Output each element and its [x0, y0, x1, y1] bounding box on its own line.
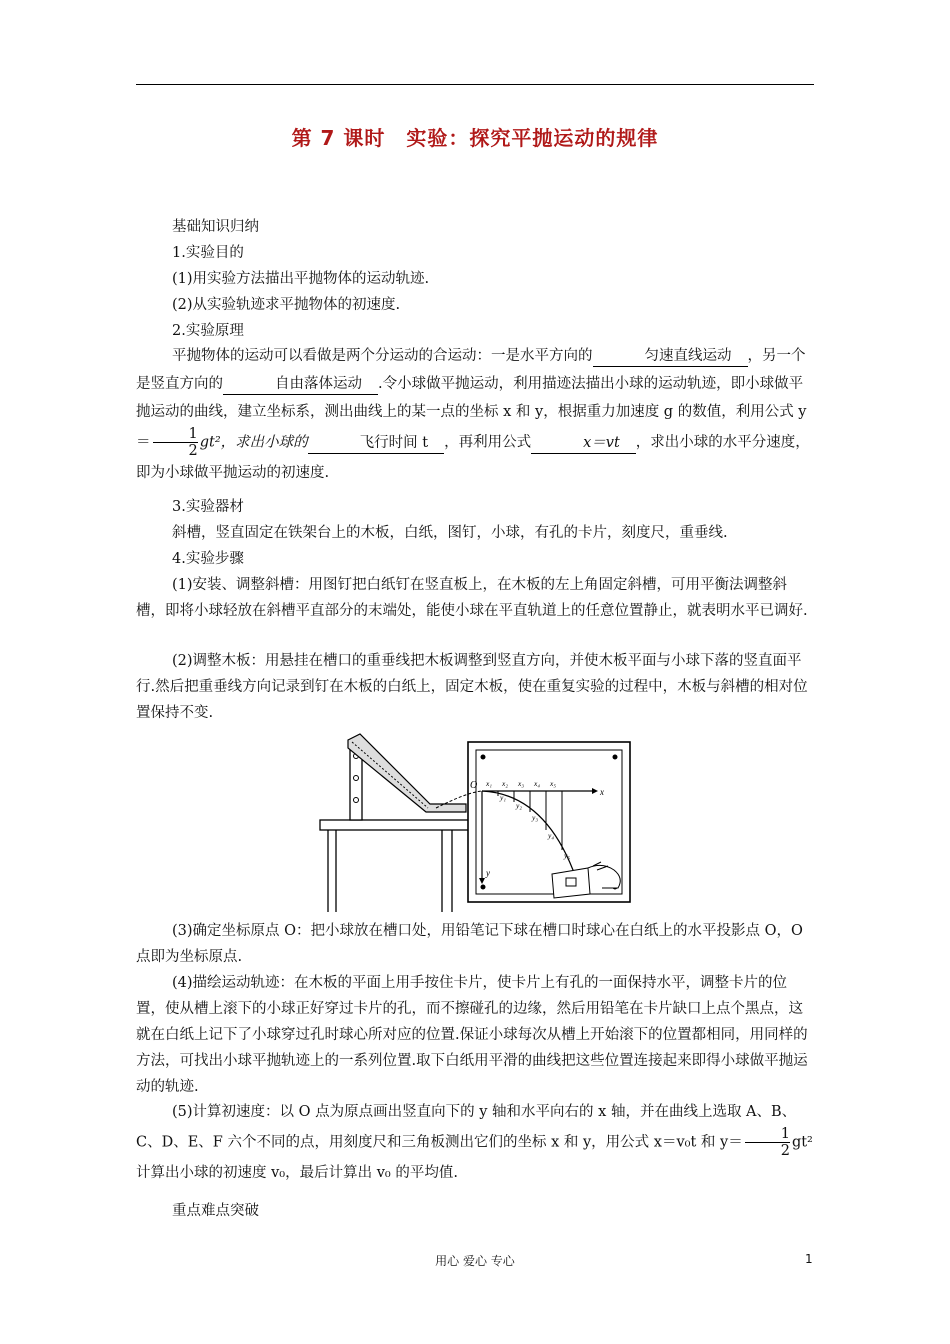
section-4-step-5: (5)计算初速度：以 O 点为原点画出竖直向下的 y 轴和水平向右的 x 轴，并在曲线上选取 A、B、C、D、E、F 六个不同的点，用刻度尺和三角板测出它们的坐标 x 和 y，用公式 x＝v₀t 和 y＝ $\frac{1}{2}$ gt² 计算出小球的初速度 v₀，最后计算出 v₀ 的平均值. — [136, 1104, 813, 1181]
origin-label: O — [470, 780, 478, 791]
header-rule — [136, 84, 814, 85]
section-3-heading: 3.实验器材 — [172, 499, 244, 515]
section-4-step-3: (3)确定坐标原点 O：把小球放在槽口处，用铅笔记下球在槽口时球心在白纸上的水平投影点 O，O 点即为坐标原点. — [136, 923, 803, 965]
answer-blank-3: 飞行时间 t — [308, 433, 444, 454]
section-basic-heading: 基础知识归纳 — [172, 219, 259, 235]
y-label-3: y₃ — [532, 813, 538, 822]
page-number: 1 — [805, 1252, 813, 1266]
answer-blank-1: 匀速直线运动 — [593, 346, 748, 367]
footer-slogan: 用心 爱心 专心 — [435, 1254, 515, 1268]
y-label-4: y₄ — [548, 831, 554, 840]
section-4-heading: 4.实验步骤 — [172, 551, 244, 567]
section-4-step-2: (2)调整木板：用悬挂在槽口的重垂线把木板调整到竖直方向，并使木板平面与小球下落的竖直面平行.然后把重垂线方向记录到钉在木板的白纸上，固定木板，使在重复实验的过程中，木板与斜槽的相对位置保持不变. — [136, 653, 808, 721]
section-1-item-1: (1)用实验方法描出平抛物体的运动轨迹. — [172, 271, 430, 287]
y-label-2: y₂ — [516, 801, 522, 810]
x-label-1: x₁ — [486, 779, 492, 788]
section-2-principle: 平抛物体的运动可以看做是两个分运动的合运动：一是水平方向的 匀速直线运动 ，另一个是竖直方向的 自由落体运动 .令小球做平抛运动，利用描迹法描出小球的运动轨迹，即小球做平抛运动的曲线，建立坐标系，测出曲线上的某一点的坐标 x 和 y，根据重力加速度 g 的数值，利用公式 y＝ $\frac{1}{2}$ gt²，求出小球的 飞行时间 t ，再利用公式 x＝vt ，求出小球的水平分速度，即为小球做平抛运动的初速度. — [136, 348, 810, 481]
section-2-heading: 2.实验原理 — [172, 323, 244, 339]
section-key-heading: 重点难点突破 — [172, 1203, 259, 1219]
section-3-text: 斜槽，竖直固定在铁架台上的木板，白纸，图钉，小球，有孔的卡片，刻度尺，重垂线. — [172, 525, 728, 541]
section-1-item-2: (2)从实验轨迹求平抛物体的初速度. — [172, 297, 401, 313]
y-label-5: y₅ — [564, 851, 570, 860]
y-label-1: y₁ — [500, 793, 506, 802]
x-label-2: x₂ — [502, 779, 508, 788]
answer-blank-2: 自由落体运动 — [223, 374, 378, 395]
page-title: 第 7 课时 实验：探究平抛运动的规律 — [291, 126, 659, 150]
y-axis-label: y — [486, 868, 490, 878]
fraction-half: $\frac{1}{2}$ — [153, 426, 198, 459]
apparatus-figure — [318, 728, 634, 912]
x-label-3: x₃ — [518, 779, 524, 788]
answer-blank-4: x＝vt — [531, 433, 636, 454]
x-label-4: x₄ — [534, 779, 540, 788]
section-1-heading: 1.实验目的 — [172, 245, 244, 261]
section-4-step-1: (1)安装、调整斜槽：用图钉把白纸钉在竖直板上，在木板的左上角固定斜槽，可用平衡法调整斜槽，即将小球轻放在斜槽平直部分的末端处，能使小球在平直轨道上的任意位置静止，就表明水平已调好. — [136, 577, 808, 619]
section-4-step-4: (4)描绘运动轨迹：在木板的平面上用手按住卡片，使卡片上有孔的一面保持水平，调整卡片的位置，使从槽上滚下的小球正好穿过卡片的孔，而不擦碰孔的边缘，然后用铅笔在卡片缺口上点个黑点，这就在白纸上记下了小球穿过孔时球心所对应的位置.保证小球每次从槽上开始滚下的位置都相同，用同样的方法，可找出小球平抛轨迹上的一系列位置.取下白纸用平滑的曲线把这些位置连接起来即得小球做平抛运动的轨迹. — [136, 975, 808, 1095]
x-label-5: x₅ — [550, 779, 556, 788]
fraction-half-2: $\frac{1}{2}$ — [745, 1126, 790, 1159]
x-axis-label: x — [600, 787, 604, 797]
